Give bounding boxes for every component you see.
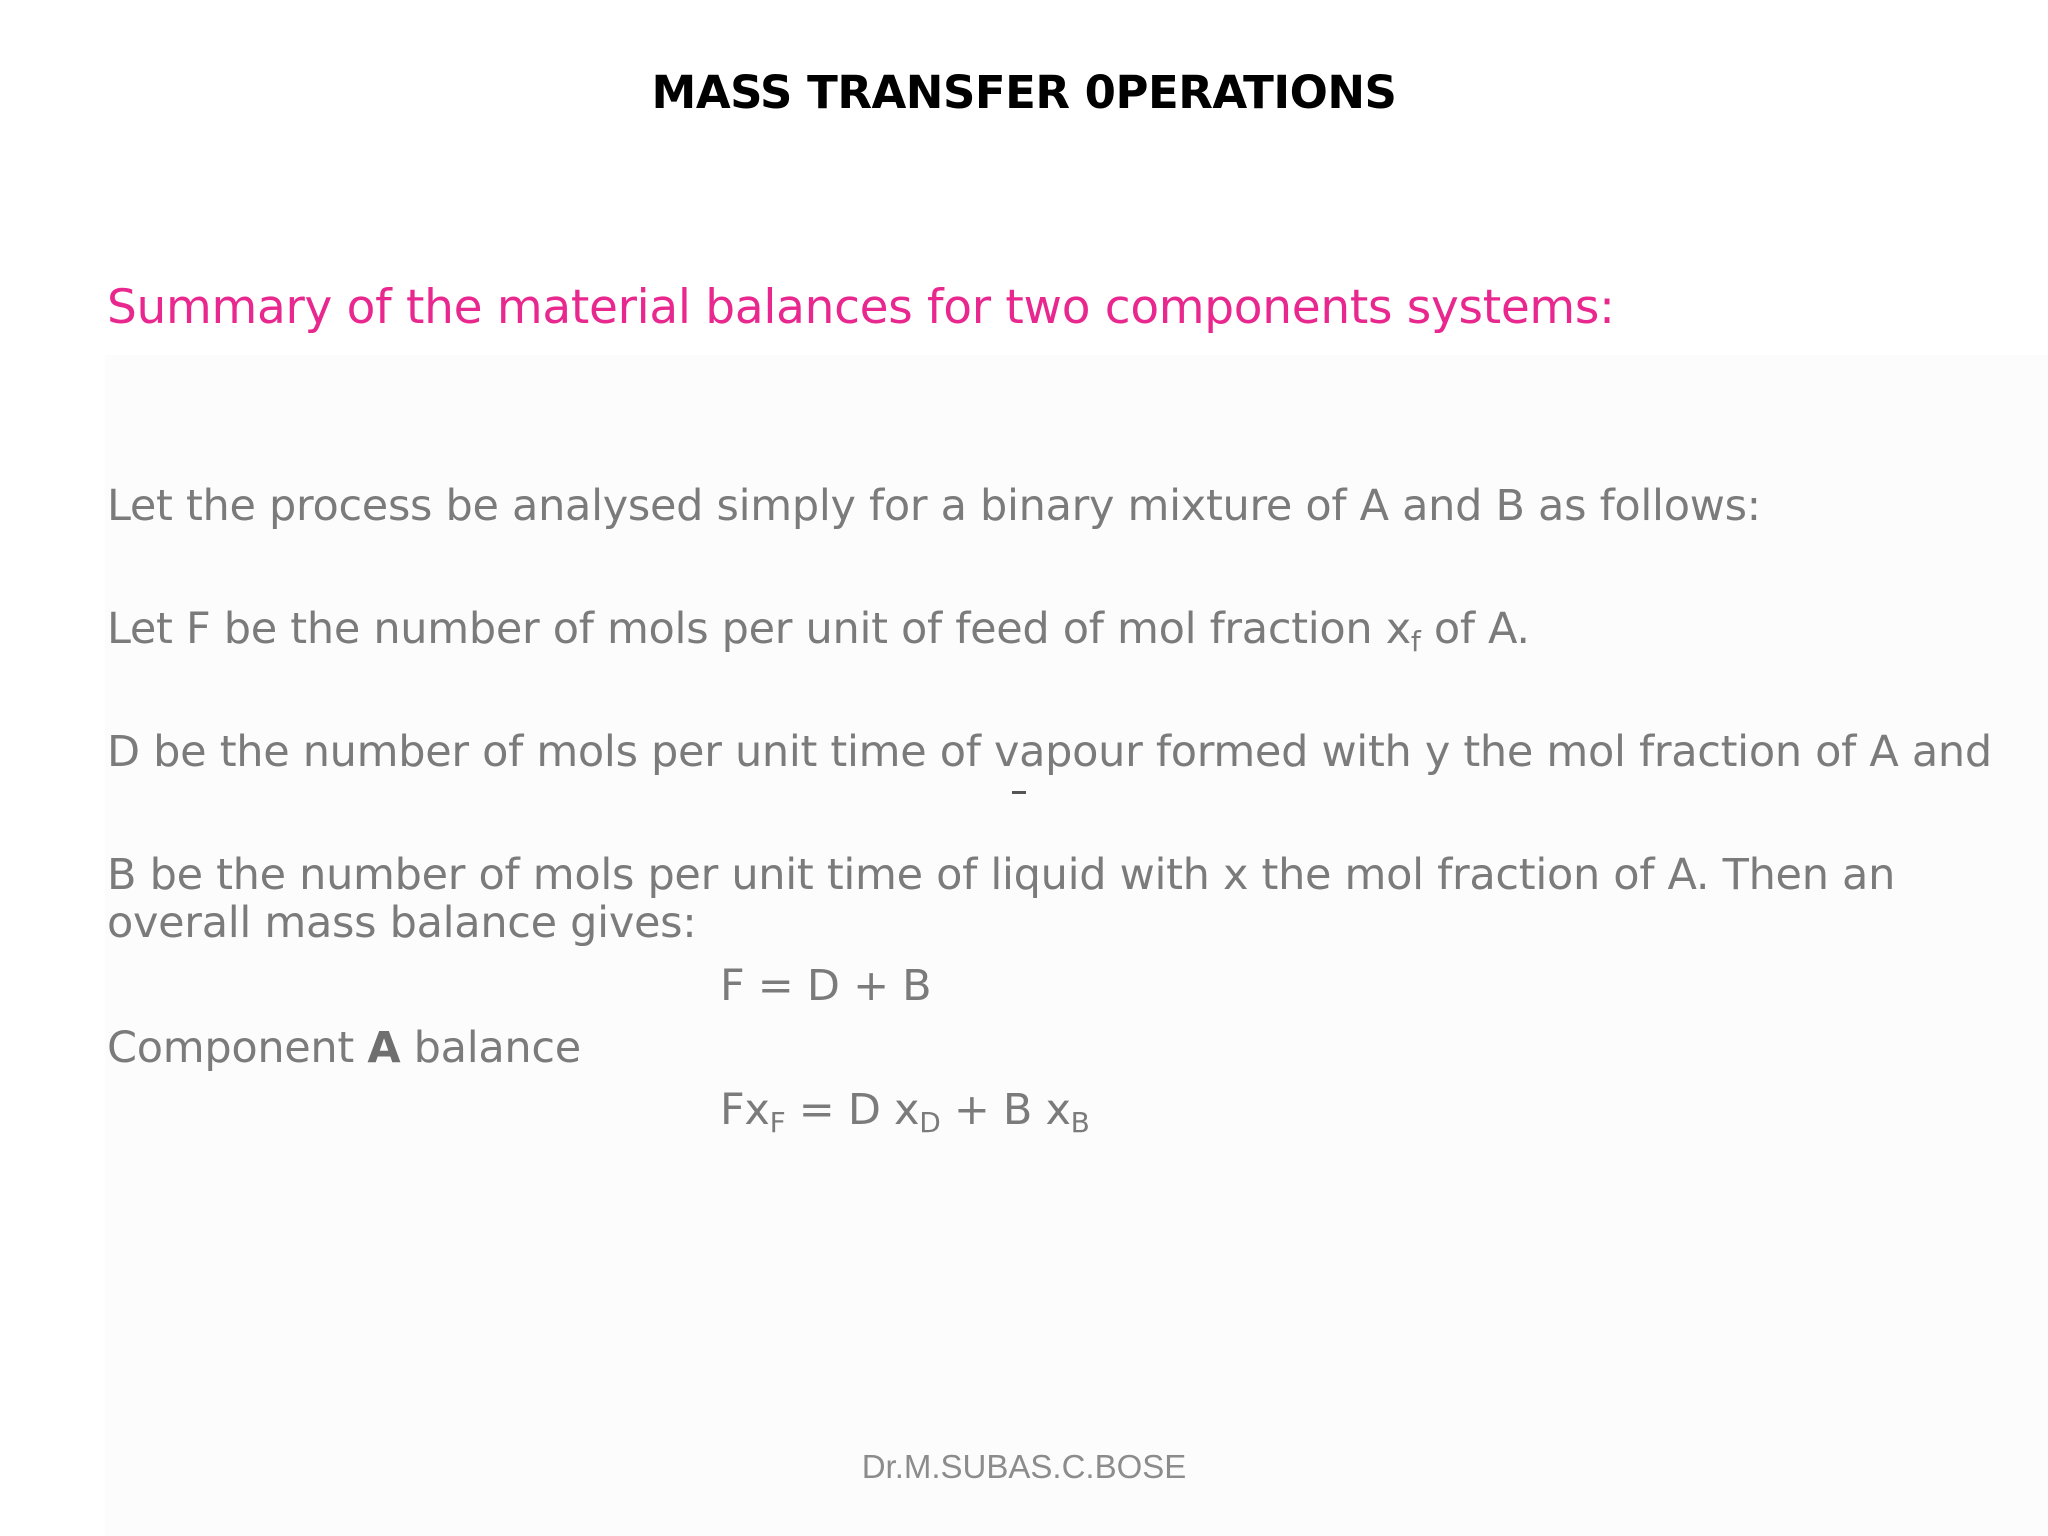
component-balance-equation [720,1085,1090,1139]
paragraph-line-1: Let the process be analysed simply for a binary mixture of A and B as follows: [107,481,1761,531]
eq-part-a: Fx [720,1085,770,1135]
eq-sub-d: D [919,1106,941,1139]
line-2-text-b: of A. [1420,604,1530,654]
component-label-bold: A [367,1023,401,1073]
line-2-text-a: Let F be the number of mols per unit of feed of mol fraction x [107,604,1411,654]
footer-author: Dr.M.SUBAS.C.BOSE [861,1448,1187,1485]
eq-sub-b: B [1070,1106,1090,1139]
section-heading: Summary of the material balances for two components systems: [107,280,1615,335]
line-3-text: D be the number of mols per unit time of vapour formed with y the mol fraction of A and [107,727,1992,777]
component-label-a: Component [107,1023,368,1073]
overbar-mark [1012,791,1026,794]
slide-title: MASS TRANSFER 0PERATIONS [651,66,1397,119]
eq-part-c: + B x [940,1085,1071,1135]
paragraph-line-4: B be the number of mols per unit time of liquid with x the mol fraction of A. Then an [107,850,1896,900]
paragraph-line-3 [107,729,1992,776]
paragraph-line-5: overall mass balance gives: [107,898,697,948]
component-label-b: balance [400,1023,581,1073]
component-balance-label [107,1025,581,1072]
eq-sub-f: F [769,1106,786,1139]
paragraph-line-2 [107,604,1530,658]
eq-part-b: = D x [785,1085,920,1135]
line-2-subscript: f [1410,625,1421,658]
overall-balance-equation: F = D + B [720,961,932,1011]
